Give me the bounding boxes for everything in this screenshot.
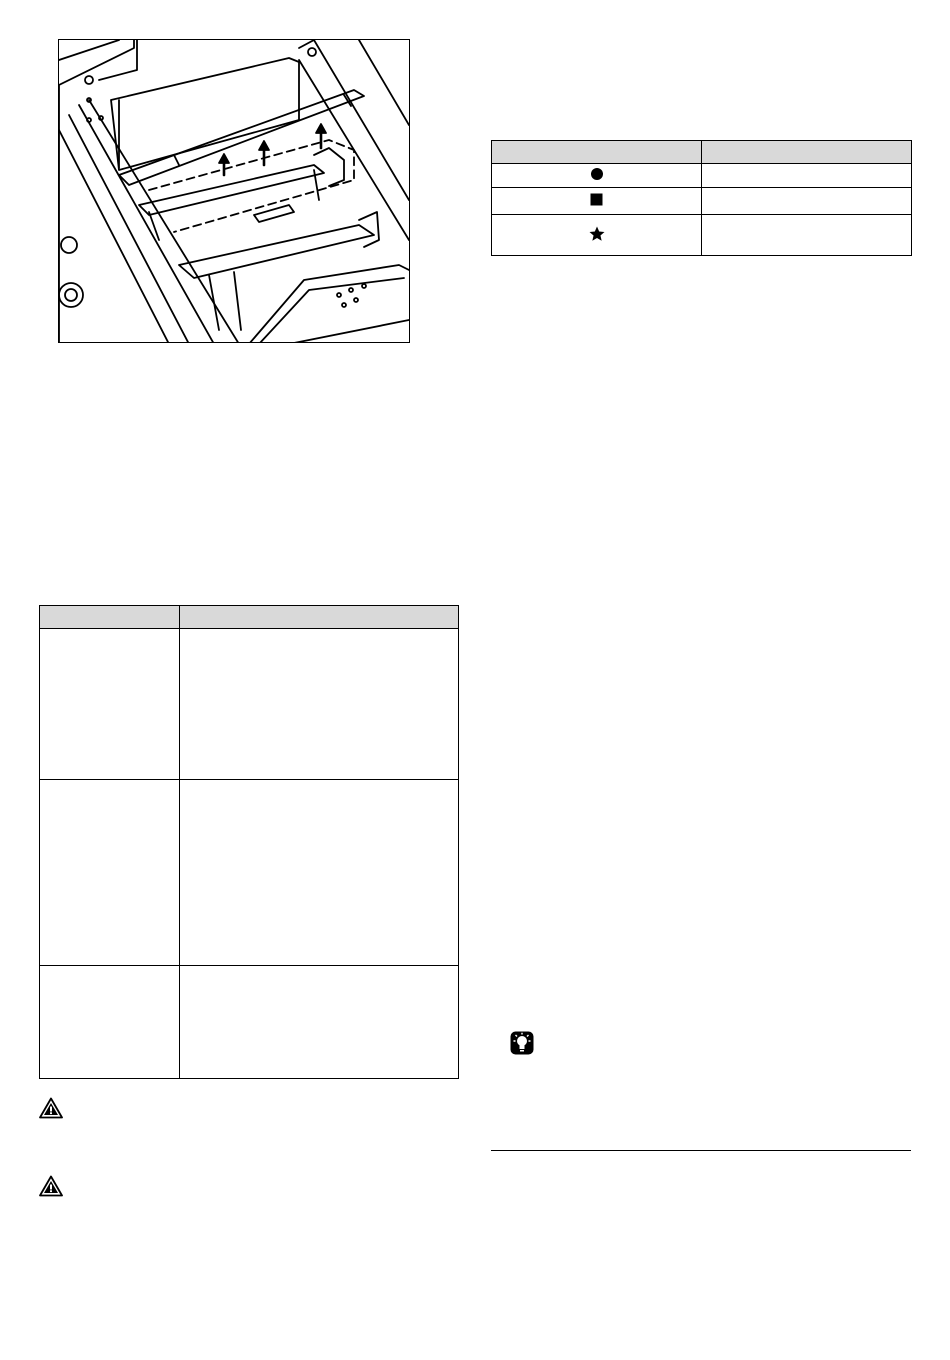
trouble-cell [180, 629, 459, 780]
symbol-description [702, 188, 912, 215]
symbol-description [702, 164, 912, 188]
trouble-table-header-2 [180, 606, 459, 629]
troubleshooting-table [39, 605, 459, 1079]
symbol-table-header-2 [702, 141, 912, 164]
trouble-cell [40, 966, 180, 1079]
trouble-cell [180, 966, 459, 1079]
warning-triangle-icon [39, 1175, 63, 1197]
trouble-table-header-1 [40, 606, 180, 629]
square-icon [590, 193, 603, 206]
table-row [40, 780, 459, 966]
table-row [492, 215, 912, 256]
symbol-table-header-1 [492, 141, 702, 164]
trouble-cell [180, 780, 459, 966]
burner-removal-diagram [59, 40, 410, 343]
table-row [40, 966, 459, 1079]
lightbulb-tip-icon [510, 1031, 534, 1055]
table-row [40, 629, 459, 780]
circle-icon [590, 167, 604, 181]
symbol-cell [492, 164, 702, 188]
trouble-cell [40, 629, 180, 780]
table-row [492, 188, 912, 215]
symbol-description [702, 215, 912, 256]
star-icon [588, 225, 606, 243]
table-row [492, 164, 912, 188]
symbol-table [491, 140, 912, 256]
warning-triangle-icon [39, 1097, 63, 1119]
trouble-cell [40, 780, 180, 966]
burner-removal-illustration [58, 39, 410, 343]
section-divider [491, 1150, 911, 1151]
symbol-cell [492, 188, 702, 215]
symbol-cell [492, 215, 702, 256]
